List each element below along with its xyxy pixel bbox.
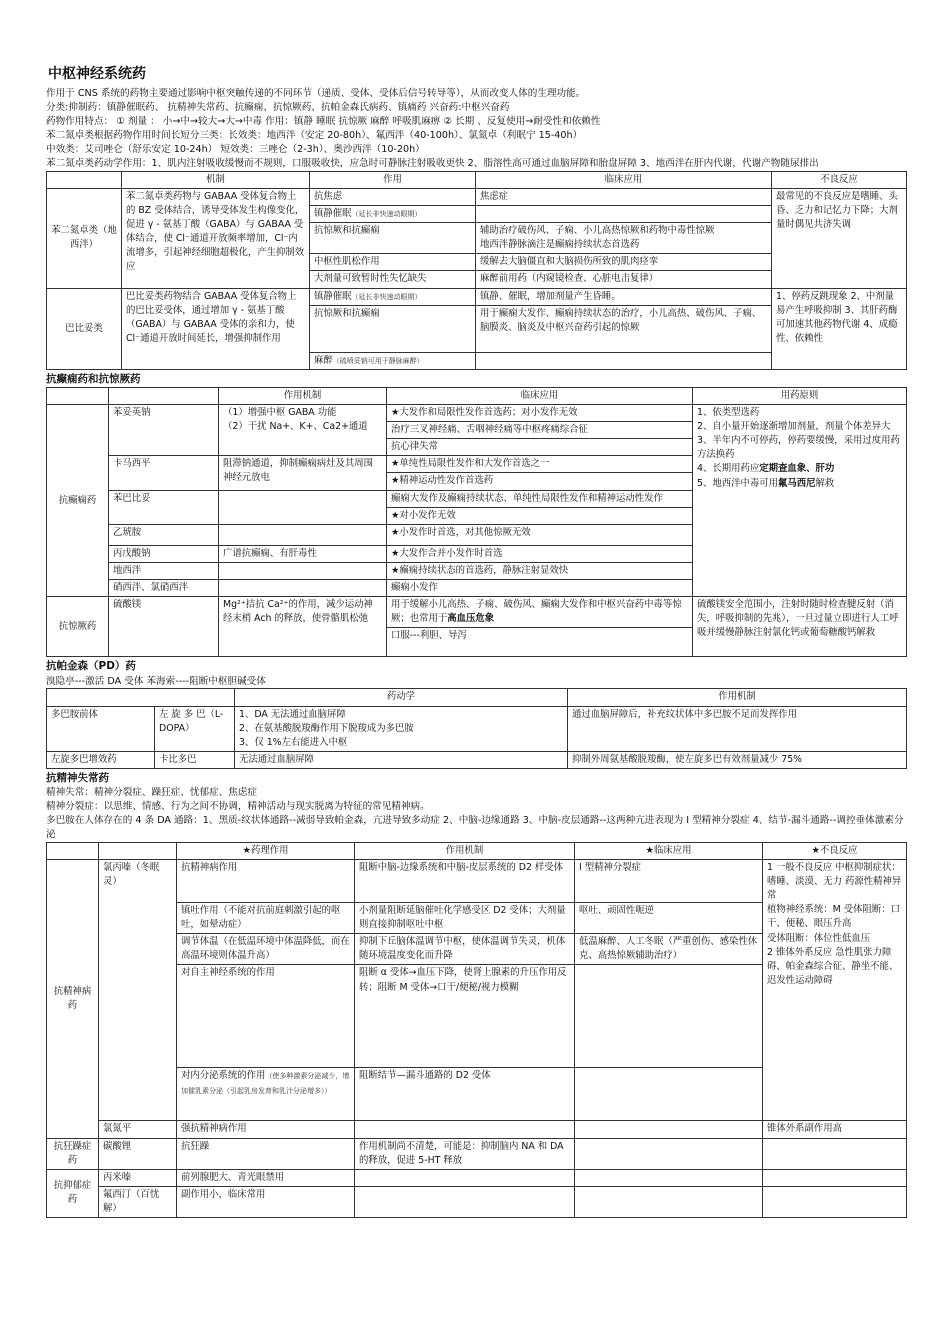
action-cell: 麻醉（硫喷妥钠可用于静脉麻醉） <box>310 352 476 369</box>
intro-line: 分类:抑制药：镇静催眠药、 抗精神失常药、抗癫痫、抗惊厥药、抗帕金森氏病药、镇痛药 兴奋药:中枢兴奋药 <box>46 102 510 114</box>
group-cell: 抗惊厥药 <box>47 597 109 657</box>
drug-cell: 氟西汀（百忧解） <box>99 1186 177 1217</box>
mechanism-cell <box>355 1169 575 1186</box>
mechanism-cell: 阻断中脑-边缘系统和中脑-皮层系统的 D2 样受体 <box>355 859 575 902</box>
adverse-cell <box>763 1186 907 1217</box>
action-cell: 前列腺肥大、青光眼禁用 <box>177 1169 355 1186</box>
header-cell <box>47 842 99 859</box>
class-cell: 左旋多巴增效药 <box>47 751 155 768</box>
action-cell: 镇吐作用（不能对抗前庭刺激引起的呕吐，如晕动症） <box>177 902 355 933</box>
group-cell: 抗狂躁症药 <box>47 1138 99 1169</box>
clinical-cell <box>575 1186 763 1217</box>
mechanism-cell: 广谱抗癫痫、有肝毒性 <box>219 545 387 562</box>
adverse-cell: 1、停药反跳现象 2、中剂量易产生呼吸抑制 3、其肝药酶可加速其他药物代谢 4、成瘾性、依赖性 <box>772 288 907 369</box>
antipsychotic-table <box>46 842 907 1218</box>
drug-class-cell: 巴比妥类 <box>47 288 122 369</box>
clinical-cell <box>575 1121 763 1138</box>
clinical-cell: ★对小发作无效 <box>387 507 693 524</box>
clinical-cell: 低温麻醉、人工冬眠（严重创伤、感染性休克、高热惊厥辅助治疗） <box>575 934 763 965</box>
clinical-cell <box>476 205 772 222</box>
action-cell: 抗惊厥和抗癫痫 <box>310 223 476 254</box>
action-cell: 对自主神经系统的作用 <box>177 965 355 1068</box>
action-cell: 调节体温（在低温环境中体温降低，而在高温环境则体温升高） <box>177 934 355 965</box>
drug-cell: 卡马西平 <box>109 456 219 490</box>
action-cell: 对内分泌系统的作用（使多种激素分泌减少，增加催乳素分泌（引起乳房发育和乳汁分泌增多）） <box>177 1068 355 1121</box>
clinical-cell: 缓解去大脑僵直和大脑损伤所致的肌肉痉挛 <box>476 254 772 271</box>
drug-cell: 硫酸镁 <box>109 597 219 657</box>
header-cell: 机制 <box>122 171 310 188</box>
drug-cell: 氯丙嗪（冬眠灵） <box>99 859 177 1120</box>
action-cell: 抗惊厥和抗癫痫 <box>310 305 476 352</box>
mechanism-cell <box>219 580 387 597</box>
mechanism-cell <box>219 490 387 524</box>
header-cell: 临床应用 <box>476 171 772 188</box>
clinical-cell: 癫痫大发作及癫痫持续状态、单纯性局限性发作和精神运动性发作 <box>387 490 693 507</box>
section-title: 抗癫痫药和抗惊厥药 <box>46 372 141 385</box>
header-cell: 不良反应 <box>772 171 907 188</box>
adverse-cell: 锥体外系副作用高 <box>763 1121 907 1138</box>
clinical-cell: ★癫痫持续状态的首选药，静脉注射显效快 <box>387 562 693 579</box>
section-title: 抗帕金森（PD）药 <box>46 660 136 673</box>
clinical-cell: 镇静、催眠，增加剂量产生昏睡。 <box>476 288 772 305</box>
drug-class-cell: 苯二氮卓类（地西泮） <box>47 188 122 288</box>
clinical-cell: 用于癫痫大发作、癫痫持续状态的治疗，小儿高热、破伤风、子痫、脑膜炎、脑炎及中枢兴奋药引起的惊厥 <box>476 305 772 352</box>
drug-cell: 苯巴比妥 <box>109 490 219 524</box>
header-cell: 作用 <box>310 171 476 188</box>
clinical-cell: ★小发作时首选，对其他惊厥无效 <box>387 524 693 545</box>
action-cell: 抗狂躁 <box>177 1138 355 1169</box>
clinical-cell: 呕吐、顽固性呃逆 <box>575 902 763 933</box>
antiepileptic-table <box>46 387 907 657</box>
clinical-cell <box>575 1068 763 1121</box>
intro-line: 作用于 CNS 系统的药物主要通过影响中枢突触传递的不同环节（递质、受体、受体后信号转导等），从而改变人体的生理功能。 <box>46 88 586 100</box>
mechanism-cell <box>355 1121 575 1138</box>
header-cell: ★临床应用 <box>575 842 763 859</box>
mechanism-cell <box>219 524 387 545</box>
clinical-cell: 用于缓解小儿高热、子痫、破伤风、癫痫大发作和中枢兴奋药中毒等惊厥；也常用于高血压危象 <box>387 597 693 628</box>
action-cell: 中枢性肌松作用 <box>310 254 476 271</box>
clinical-cell <box>575 965 763 1068</box>
pk-cell: 1、DA 无法通过血脑屏障 2、在氨基酸脱羧酶作用下脱羧成为多巴胺 3、仅 1%左右能进入中枢 <box>235 706 568 751</box>
mechanism-cell: 苯二氮卓类药物与 GABAA 受体复合物上的 BZ 受体结合，诱导受体发生构像变化，促进 γ - 氨基丁酸（GABA）与 GABAA 受体结合，使 Cl⁻通道开放频率增加，Cl⁻内流增多，引起神经细胞超极化，产生抑制效应 <box>122 188 310 288</box>
header-cell <box>47 387 109 404</box>
mechanism-cell: 作用机制尚不清楚，可能是：抑制脑内 NA 和 DA 的释放，促进 5-HT 释放 <box>355 1138 575 1169</box>
drug-cell: 丙戊酸钠 <box>109 545 219 562</box>
adverse-cell: 1 一般不良反应 中枢抑制症状：嗜睡、淡漠、无力 药源性精神异常 植物神经系统：M 受体阻断：口干、便秘、眼压升高 受体阻断：体位性低血压 2 锥体外系反应 急性肌张力障碍、帕金森综合征、静坐不能、迟发性运动障碍 <box>763 859 907 1120</box>
sedative-table <box>46 171 907 370</box>
drug-cell: 氯氮平 <box>99 1121 177 1138</box>
group-cell: 抗癫痫药 <box>47 405 109 597</box>
drug-cell: 丙米嗪 <box>99 1169 177 1186</box>
header-cell: ★药理作用 <box>177 842 355 859</box>
action-cell: 大剂量可致暂时性失忆缺失 <box>310 271 476 288</box>
header-cell: 作用机制 <box>219 387 387 404</box>
drug-cell: 乙琥胺 <box>109 524 219 545</box>
adverse-cell <box>763 1169 907 1186</box>
clinical-cell: 抗心律失常 <box>387 439 693 456</box>
action-cell: 抗焦虑 <box>310 188 476 205</box>
mechanism-cell: 巴比妥类药物结合 GABAA 受体复合物上的巴比妥受体，通过增加 γ - 氨基丁酸（GABA）与 GABAA 受体的亲和力，使 Cl⁻通道开放时间延长，增强抑制作用 <box>122 288 310 369</box>
header-cell <box>47 171 122 188</box>
document-page <box>46 64 906 1218</box>
header-cell: 用药原则 <box>693 387 907 404</box>
header-cell: 作用机制 <box>355 842 575 859</box>
drug-cell: 碳酸锂 <box>99 1138 177 1169</box>
drug-cell: 苯妥英钠 <box>109 405 219 456</box>
clinical-cell: ★大发作合并小发作时首选 <box>387 545 693 562</box>
section-line: 溴隐亭---激活 DA 受体 苯海索----阻断中枢胆碱受体 <box>46 675 266 687</box>
antiparkinson-table <box>46 688 907 769</box>
mechanism-cell: 抑制外周氨基酸脱羧酶，使左旋多巴有效剂量减少 75% <box>568 751 907 768</box>
group-cell: 抗精神病药 <box>47 859 99 1138</box>
principle-cell: 1、依类型选药 2、自小量开始逐渐增加剂量，剂量个体差异大 3、半年内不可停药，停药要缓慢，采用过度用药方法换药 4、长期用药应定期查血象、肝功 5、地西泮中毒可用氟马西尼解救 <box>693 405 907 597</box>
mechanism-cell: 阻断结节—漏斗通路的 D2 受体 <box>355 1068 575 1121</box>
intro-line: 中效类：艾司唑仑（舒乐安定 10-24h） 短效类：三唑仑（2-3h）、奥沙西泮（10-20h） <box>46 143 425 155</box>
clinical-cell: I 型精神分裂症 <box>575 859 763 902</box>
header-cell <box>109 387 219 404</box>
action-cell: 强抗精神病作用 <box>177 1121 355 1138</box>
clinical-cell: 口服---利胆、导泻 <box>387 628 693 657</box>
header-cell <box>99 842 177 859</box>
clinical-cell <box>575 1138 763 1169</box>
header-cell: 作用机制 <box>568 689 907 706</box>
section-line: 精神失常：精神分裂症、躁狂症、忧郁症、焦虑症 <box>46 787 258 799</box>
clinical-cell: 治疗三叉神经痛、舌咽神经痛等中枢疼痛综合征 <box>387 422 693 439</box>
mechanism-cell: Mg²⁺拮抗 Ca²⁺的作用，减少运动神经末梢 Ach 的释放，使骨骼肌松弛 <box>219 597 387 657</box>
action-cell: 抗精神病作用 <box>177 859 355 902</box>
class-cell: 多巴胺前体 <box>47 706 155 751</box>
clinical-cell: 辅助治疗破伤风、子痫、小儿高热惊厥和药物中毒性惊厥 地西泮静脉滴注是癫痫持续状态首选药 <box>476 223 772 254</box>
intro-line: 苯二氮卓类药动学作用：1、肌内注射吸收缓慢而不规则，口服吸收快，应急时可静脉注射吸收更快 2、脂溶性高可通过血脑屏障和胎盘屏障 3、地西泮在肝内代谢，代谢产物随尿排出 <box>46 157 819 169</box>
group-cell: 抗抑郁症药 <box>47 1169 99 1217</box>
clinical-cell: ★精神运动性发作首选药 <box>387 473 693 490</box>
mechanism-cell <box>355 1186 575 1217</box>
mechanism-cell: 小剂量阻断延脑催吐化学感受区 D2 受体；大剂量则直接抑制呕吐中枢 <box>355 902 575 933</box>
mechanism-cell: 通过血脑屏障后，补充纹状体中多巴胺不足而发挥作用 <box>568 706 907 751</box>
header-cell: 临床应用 <box>387 387 693 404</box>
mechanism-cell: 阻滞钠通道，抑制癫痫病灶及其周围神经元放电 <box>219 456 387 490</box>
section-line: 精神分裂症：以思维、情感、行为之间不协调，精神活动与现实脱离为特征的常见精神病。 <box>46 801 430 813</box>
mechanism-cell: 阻断 α 受体→血压下降，使肾上腺素的升压作用反转；阻断 M 受体→口干/便秘/视力模糊 <box>355 965 575 1068</box>
clinical-cell: ★大发作和局限性发作首选药；对小发作无效 <box>387 405 693 422</box>
adverse-cell: 最常见的不良反应是嗜睡、头昏、乏力和记忆力下降；大剂量时偶见共济失调 <box>772 188 907 288</box>
header-cell: 药动学 <box>235 689 568 706</box>
section-title: 抗精神失常药 <box>46 772 109 785</box>
action-cell: 副作用小，临床常用 <box>177 1186 355 1217</box>
mechanism-cell <box>219 562 387 579</box>
section-line: 多巴胺在人体存在的 4 条 DA 通路：1、黑质-纹状体通路--减弱导致帕金森，亢进导致多动症 2、中脑-边缘通路 3、中脑-皮层通路--这两种亢进表现为 I 型精神分裂症 4、结节-漏斗通路--调控垂体激素分泌 <box>46 815 904 840</box>
action-cell: 镇静催眠（延长非快速动眼期） <box>310 205 476 222</box>
intro-block <box>46 87 906 170</box>
mechanism-cell: 抑制下丘脑体温调节中枢，使体温调节失灵，机体随环境温度变化而升降 <box>355 934 575 965</box>
clinical-cell: 癫痫小发作 <box>387 580 693 597</box>
principle-cell: 硫酸镁安全范围小，注射时随时检查腱反射（消失，呼吸抑制的先兆），一旦过量立即进行人工呼吸并缓慢静脉注射氯化钙或葡萄糖酸钙解救 <box>693 597 907 657</box>
action-cell: 镇静催眠（延长非快速动眼期） <box>310 288 476 305</box>
clinical-cell: 焦虑症 <box>476 188 772 205</box>
drug-cell: 地西泮 <box>109 562 219 579</box>
clinical-cell <box>476 352 772 369</box>
pk-cell: 无法通过血脑屏障 <box>235 751 568 768</box>
clinical-cell: ★单纯性局限性发作和大发作首选之一 <box>387 456 693 473</box>
page-title: 中枢神经系统药 <box>48 66 146 82</box>
drug-cell: 左 旋 多 巴（L-DOPA） <box>155 706 235 751</box>
adverse-cell <box>763 1138 907 1169</box>
clinical-cell: 麻醉前用药（内窥镜检查、心脏电击复律） <box>476 271 772 288</box>
drug-cell: 硝西泮、氯硝西泮 <box>109 580 219 597</box>
header-cell: ★不良反应 <box>763 842 907 859</box>
drug-cell: 卡比多巴 <box>155 751 235 768</box>
mechanism-cell: （1）增强中枢 GABA 功能 （2）干扰 Na+、K+、Ca2+通道 <box>219 405 387 456</box>
header-cell <box>47 689 235 706</box>
intro-line: 药物作用特点： ① 剂量 ： 小→中→较大→大→中毒 作用：镇静 睡眠 抗惊厥 麻醉 呼吸肌麻痹 ② 长期 、反复使用→耐受性和依赖性 <box>46 116 601 128</box>
intro-line: 苯二氮卓类根据药物作用时间长短分三类：长效类：地西泮（安定 20-80h）、氟西泮（40-100h）、氯氮卓（利眠宁 15-40h） <box>46 130 583 142</box>
clinical-cell <box>575 1169 763 1186</box>
